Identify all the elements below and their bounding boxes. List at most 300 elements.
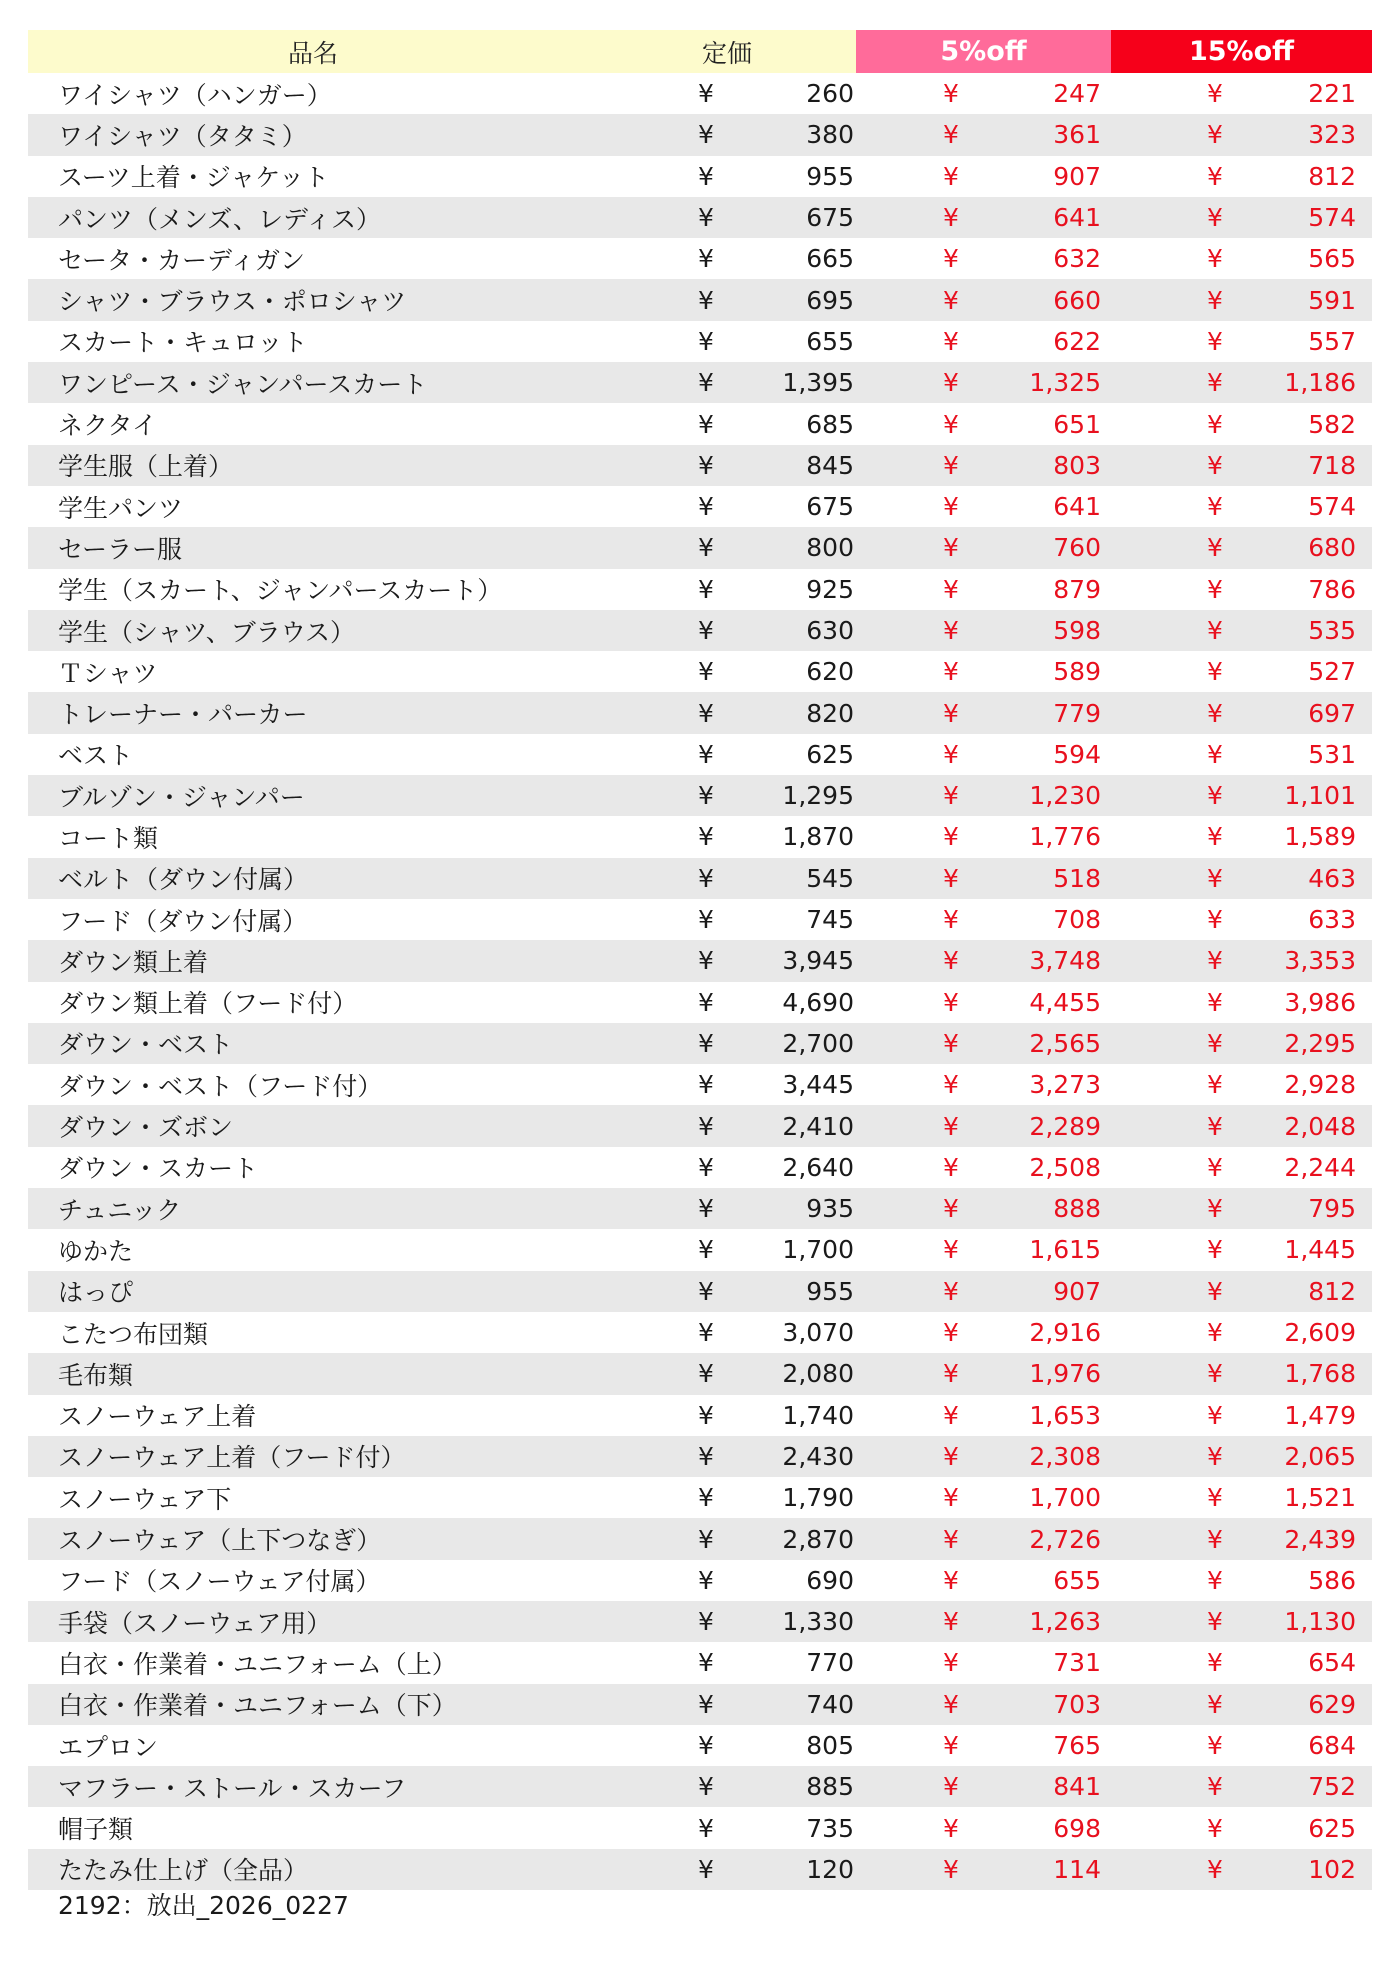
amount-value: 589	[1053, 657, 1101, 687]
yen-symbol: ¥	[698, 492, 714, 522]
item-name-cell: ダウン・ベスト（フード付）	[58, 1071, 383, 1101]
yen-symbol: ¥	[943, 739, 959, 769]
amount-value: 845	[806, 450, 854, 480]
amount-value: 586	[1308, 1565, 1356, 1595]
amount-value: 260	[806, 79, 854, 109]
yen-symbol: ¥	[1207, 1111, 1223, 1141]
item-name-cell: ゆかた	[58, 1236, 134, 1266]
off15-price-cell	[1111, 1436, 1372, 1477]
item-name-cell: ベスト	[58, 741, 134, 771]
off15-price-cell	[1111, 858, 1372, 899]
off5-price-cell	[856, 1601, 1111, 1642]
off5-price-cell	[856, 1725, 1111, 1766]
amount-value: 935	[806, 1194, 854, 1224]
amount-value: 708	[1053, 905, 1101, 935]
amount-value: 622	[1053, 326, 1101, 356]
list-price-cell	[598, 445, 856, 486]
amount-value: 675	[806, 203, 854, 233]
table-row	[28, 238, 1372, 279]
amount-value: 690	[806, 1565, 854, 1595]
amount-value: 3,353	[1284, 946, 1356, 976]
off15-price-cell	[1111, 816, 1372, 857]
amount-value: 630	[806, 616, 854, 645]
table-row	[28, 403, 1372, 444]
list-price-cell	[598, 1642, 856, 1683]
item-name-cell: マフラー・ストール・スカーフ	[58, 1773, 407, 1803]
amount-value: 907	[1053, 161, 1101, 191]
yen-symbol: ¥	[698, 946, 714, 976]
off5-price-cell	[856, 610, 1111, 651]
table-row	[28, 775, 1372, 816]
table-row	[28, 1271, 1372, 1312]
yen-symbol: ¥	[943, 698, 959, 728]
amount-value: 812	[1308, 161, 1356, 191]
yen-symbol: ¥	[698, 1648, 714, 1678]
yen-symbol: ¥	[698, 1359, 714, 1389]
amount-value: 752	[1308, 1772, 1356, 1802]
amount-value: 888	[1053, 1194, 1101, 1224]
yen-symbol: ¥	[698, 616, 714, 645]
yen-symbol: ¥	[1207, 1854, 1223, 1884]
yen-symbol: ¥	[1207, 1318, 1223, 1348]
item-name-cell: ベルト（ダウン付属）	[58, 865, 309, 895]
yen-symbol: ¥	[943, 1276, 959, 1306]
amount-value: 574	[1308, 203, 1356, 233]
list-price-cell	[598, 775, 856, 816]
yen-symbol: ¥	[1207, 822, 1223, 852]
amount-value: 1,700	[1029, 1483, 1101, 1513]
amount-value: 535	[1308, 616, 1356, 645]
yen-symbol: ¥	[943, 1235, 959, 1265]
off5-price-cell	[856, 1395, 1111, 1436]
yen-symbol: ¥	[698, 1731, 714, 1761]
amount-value: 770	[806, 1648, 854, 1678]
table-header	[28, 30, 1372, 73]
amount-value: 1,395	[782, 368, 854, 398]
off5-price-cell	[856, 1023, 1111, 1064]
yen-symbol: ¥	[698, 698, 714, 728]
table-row	[28, 692, 1372, 733]
off5-price-cell	[856, 1229, 1111, 1270]
list-price-cell	[598, 692, 856, 733]
yen-symbol: ¥	[943, 285, 959, 315]
amount-value: 2,289	[1029, 1111, 1101, 1141]
item-name-cell: ブルゾン・ジャンパー	[58, 782, 305, 812]
yen-symbol: ¥	[943, 409, 959, 439]
yen-symbol: ¥	[943, 203, 959, 233]
off15-price-cell	[1111, 1518, 1372, 1559]
list-price-cell	[598, 321, 856, 362]
amount-value: 718	[1308, 450, 1356, 480]
yen-symbol: ¥	[1207, 946, 1223, 976]
off5-price-cell	[856, 940, 1111, 981]
item-name-cell: こたつ布団類	[58, 1319, 209, 1349]
off5-price-cell	[856, 1642, 1111, 1683]
off15-price-cell	[1111, 982, 1372, 1023]
amount-value: 1,653	[1029, 1400, 1101, 1430]
list-price-cell	[598, 527, 856, 568]
yen-symbol: ¥	[943, 533, 959, 563]
table-row	[28, 1436, 1372, 1477]
amount-value: 1,521	[1284, 1483, 1356, 1513]
item-name-cell: フード（ダウン付属）	[58, 906, 308, 936]
amount-value: 594	[1053, 739, 1101, 769]
amount-value: 1,445	[1284, 1235, 1356, 1265]
yen-symbol: ¥	[1207, 533, 1223, 563]
amount-value: 1,263	[1029, 1607, 1101, 1637]
off15-price-cell	[1111, 1477, 1372, 1518]
table-row	[28, 1229, 1372, 1270]
yen-symbol: ¥	[1207, 326, 1223, 356]
table-row	[28, 734, 1372, 775]
item-name-cell: ダウン類上着	[58, 947, 209, 977]
table-row	[28, 1725, 1372, 1766]
list-price-cell	[598, 816, 856, 857]
yen-symbol: ¥	[698, 1028, 714, 1058]
list-price-cell	[598, 1229, 856, 1270]
amount-value: 740	[806, 1689, 854, 1719]
yen-symbol: ¥	[943, 1400, 959, 1430]
off15-price-cell	[1111, 1147, 1372, 1188]
yen-symbol: ¥	[1207, 285, 1223, 315]
amount-value: 565	[1308, 244, 1356, 274]
table-row	[28, 156, 1372, 197]
yen-symbol: ¥	[1207, 450, 1223, 480]
amount-value: 518	[1053, 863, 1101, 893]
off5-price-cell	[856, 816, 1111, 857]
yen-symbol: ¥	[698, 574, 714, 604]
off5-price-cell	[856, 1477, 1111, 1518]
yen-symbol: ¥	[943, 79, 959, 109]
yen-symbol: ¥	[943, 368, 959, 398]
yen-symbol: ¥	[943, 244, 959, 274]
off15-price-cell	[1111, 1560, 1372, 1601]
yen-symbol: ¥	[943, 987, 959, 1017]
table-row	[28, 1642, 1372, 1683]
item-name-cell: ワンピース・ジャンパースカート	[58, 369, 428, 399]
yen-symbol: ¥	[943, 657, 959, 687]
yen-symbol: ¥	[1207, 1441, 1223, 1471]
amount-value: 620	[806, 657, 854, 687]
yen-symbol: ¥	[943, 781, 959, 811]
yen-symbol: ¥	[943, 574, 959, 604]
amount-value: 1,325	[1029, 368, 1101, 398]
off15-price-cell	[1111, 1642, 1372, 1683]
amount-value: 2,928	[1284, 1070, 1356, 1100]
yen-symbol: ¥	[943, 1070, 959, 1100]
amount-value: 247	[1053, 79, 1101, 109]
yen-symbol: ¥	[698, 822, 714, 852]
off15-price-cell	[1111, 1601, 1372, 1642]
table-row	[28, 1147, 1372, 1188]
list-price-cell	[598, 1518, 856, 1559]
yen-symbol: ¥	[943, 1772, 959, 1802]
list-price-cell	[598, 1560, 856, 1601]
yen-symbol: ¥	[698, 1070, 714, 1100]
yen-symbol: ¥	[1207, 203, 1223, 233]
yen-symbol: ¥	[698, 79, 714, 109]
amount-value: 1,740	[782, 1400, 854, 1430]
footer-code: 2192：放出_2026_0227	[58, 1891, 349, 1920]
list-price-cell	[598, 403, 856, 444]
list-price-cell	[598, 279, 856, 320]
amount-value: 2,295	[1284, 1028, 1356, 1058]
amount-value: 1,330	[782, 1607, 854, 1637]
amount-value: 698	[1053, 1813, 1101, 1843]
off15-price-cell	[1111, 403, 1372, 444]
off5-price-cell	[856, 1105, 1111, 1146]
yen-symbol: ¥	[943, 1565, 959, 1595]
amount-value: 3,445	[782, 1070, 854, 1100]
yen-symbol: ¥	[698, 285, 714, 315]
yen-symbol: ¥	[943, 1111, 959, 1141]
yen-symbol: ¥	[1207, 1194, 1223, 1224]
amount-value: 2,870	[782, 1524, 854, 1554]
item-name-cell: 学生（シャツ、ブラウス）	[58, 617, 356, 647]
amount-value: 925	[806, 574, 854, 604]
item-name-cell: ダウン類上着（フード付）	[58, 989, 358, 1019]
amount-value: 665	[806, 244, 854, 274]
off5-price-cell	[856, 1436, 1111, 1477]
amount-value: 598	[1053, 616, 1101, 645]
off15-price-cell	[1111, 73, 1372, 114]
list-price-cell	[598, 1064, 856, 1105]
list-price-cell	[598, 1766, 856, 1807]
amount-value: 2,916	[1029, 1318, 1101, 1348]
item-name-cell: コート類	[58, 823, 159, 853]
yen-symbol: ¥	[698, 533, 714, 563]
amount-value: 361	[1053, 120, 1101, 150]
amount-value: 221	[1308, 79, 1356, 109]
off15-price-cell	[1111, 279, 1372, 320]
yen-symbol: ¥	[698, 244, 714, 274]
amount-value: 582	[1308, 409, 1356, 439]
off5-price-cell	[856, 1766, 1111, 1807]
amount-value: 695	[806, 285, 854, 315]
yen-symbol: ¥	[698, 1194, 714, 1224]
amount-value: 545	[806, 863, 854, 893]
list-price-cell	[598, 486, 856, 527]
yen-symbol: ¥	[943, 161, 959, 191]
list-price-cell	[598, 858, 856, 899]
off5-price-cell	[856, 734, 1111, 775]
amount-value: 812	[1308, 1276, 1356, 1306]
amount-value: 907	[1053, 1276, 1101, 1306]
amount-value: 641	[1053, 492, 1101, 522]
header-15-percent-off: 15%off	[1111, 30, 1372, 73]
off15-price-cell	[1111, 1229, 1372, 1270]
off5-price-cell	[856, 651, 1111, 692]
yen-symbol: ¥	[943, 1194, 959, 1224]
yen-symbol: ¥	[943, 905, 959, 935]
table-row	[28, 1023, 1372, 1064]
amount-value: 632	[1053, 244, 1101, 274]
item-name-cell: セータ・カーディガン	[58, 245, 306, 275]
yen-symbol: ¥	[943, 1152, 959, 1182]
off5-price-cell	[856, 899, 1111, 940]
yen-symbol: ¥	[1207, 1070, 1223, 1100]
off15-price-cell	[1111, 1849, 1372, 1890]
amount-value: 2,700	[782, 1028, 854, 1058]
yen-symbol: ¥	[1207, 863, 1223, 893]
item-name-cell: はっぴ	[58, 1278, 134, 1308]
off15-price-cell	[1111, 321, 1372, 362]
yen-symbol: ¥	[943, 1731, 959, 1761]
amount-value: 2,439	[1284, 1524, 1356, 1554]
table-row	[28, 1518, 1372, 1559]
off15-price-cell	[1111, 1105, 1372, 1146]
yen-symbol: ¥	[698, 1565, 714, 1595]
yen-symbol: ¥	[1207, 781, 1223, 811]
yen-symbol: ¥	[943, 1854, 959, 1884]
table-row	[28, 651, 1372, 692]
amount-value: 2,308	[1029, 1441, 1101, 1471]
off15-price-cell	[1111, 156, 1372, 197]
off15-price-cell	[1111, 362, 1372, 403]
item-name-cell: ダウン・スカート	[58, 1154, 259, 1184]
table-row	[28, 114, 1372, 155]
yen-symbol: ¥	[1207, 244, 1223, 274]
amount-value: 654	[1308, 1648, 1356, 1678]
amount-value: 1,130	[1284, 1607, 1356, 1637]
off15-price-cell	[1111, 486, 1372, 527]
yen-symbol: ¥	[1207, 1400, 1223, 1430]
amount-value: 1,776	[1029, 822, 1101, 852]
item-name-cell: ワイシャツ（ハンガー）	[58, 80, 332, 110]
yen-symbol: ¥	[1207, 987, 1223, 1017]
amount-value: 955	[806, 1276, 854, 1306]
item-name-cell: トレーナー・パーカー	[58, 700, 308, 730]
list-price-cell	[598, 1849, 856, 1890]
yen-symbol: ¥	[943, 1359, 959, 1389]
yen-symbol: ¥	[1207, 1483, 1223, 1513]
off5-price-cell	[856, 321, 1111, 362]
item-name-cell: 手袋（スノーウェア用）	[58, 1608, 332, 1638]
amount-value: 527	[1308, 657, 1356, 687]
item-name-cell: 帽子類	[58, 1815, 134, 1845]
amount-value: 955	[806, 161, 854, 191]
amount-value: 2,244	[1284, 1152, 1356, 1182]
table-row	[28, 940, 1372, 981]
amount-value: 625	[1308, 1813, 1356, 1843]
table-row	[28, 1601, 1372, 1642]
off15-price-cell	[1111, 197, 1372, 238]
amount-value: 1,101	[1284, 781, 1356, 811]
off5-price-cell	[856, 1271, 1111, 1312]
yen-symbol: ¥	[943, 946, 959, 976]
off15-price-cell	[1111, 610, 1372, 651]
yen-symbol: ¥	[698, 1813, 714, 1843]
off15-price-cell	[1111, 775, 1372, 816]
yen-symbol: ¥	[698, 1772, 714, 1802]
yen-symbol: ¥	[943, 863, 959, 893]
off5-price-cell	[856, 692, 1111, 733]
amount-value: 803	[1053, 450, 1101, 480]
item-name-cell: セーラー服	[58, 534, 183, 564]
off5-price-cell	[856, 527, 1111, 568]
amount-value: 655	[806, 326, 854, 356]
yen-symbol: ¥	[1207, 368, 1223, 398]
off5-price-cell	[856, 1807, 1111, 1848]
list-price-cell	[598, 156, 856, 197]
off15-price-cell	[1111, 527, 1372, 568]
yen-symbol: ¥	[698, 1276, 714, 1306]
list-price-cell	[598, 1395, 856, 1436]
table-row	[28, 858, 1372, 899]
amount-value: 2,048	[1284, 1111, 1356, 1141]
yen-symbol: ¥	[698, 1441, 714, 1471]
amount-value: 3,945	[782, 946, 854, 976]
yen-symbol: ¥	[943, 1441, 959, 1471]
yen-symbol: ¥	[1207, 698, 1223, 728]
table-row	[28, 1684, 1372, 1725]
table-row	[28, 527, 1372, 568]
item-name-cell: パンツ（メンズ、レディス）	[58, 204, 382, 234]
yen-symbol: ¥	[943, 1813, 959, 1843]
amount-value: 574	[1308, 492, 1356, 522]
list-price-cell	[598, 1271, 856, 1312]
amount-value: 323	[1308, 120, 1356, 150]
off5-price-cell	[856, 982, 1111, 1023]
off5-price-cell	[856, 1147, 1111, 1188]
yen-symbol: ¥	[943, 1607, 959, 1637]
off5-price-cell	[856, 445, 1111, 486]
item-name-cell: 白衣・作業着・ユニフォーム（上）	[58, 1649, 457, 1679]
off15-price-cell	[1111, 1188, 1372, 1229]
amount-value: 625	[806, 739, 854, 769]
list-price-cell	[598, 1312, 856, 1353]
list-price-cell	[598, 1807, 856, 1848]
amount-value: 1,700	[782, 1235, 854, 1265]
amount-value: 660	[1053, 285, 1101, 315]
amount-value: 102	[1308, 1854, 1356, 1884]
yen-symbol: ¥	[1207, 1648, 1223, 1678]
yen-symbol: ¥	[943, 120, 959, 150]
table-row	[28, 445, 1372, 486]
amount-value: 655	[1053, 1565, 1101, 1595]
off15-price-cell	[1111, 734, 1372, 775]
table-row	[28, 1105, 1372, 1146]
list-price-cell	[598, 734, 856, 775]
yen-symbol: ¥	[698, 657, 714, 687]
item-name-cell: ネクタイ	[58, 411, 158, 441]
amount-value: 2,430	[782, 1441, 854, 1471]
amount-value: 685	[806, 409, 854, 439]
amount-value: 1,295	[782, 781, 854, 811]
off15-price-cell	[1111, 651, 1372, 692]
off5-price-cell	[856, 156, 1111, 197]
table-row	[28, 816, 1372, 857]
yen-symbol: ¥	[1207, 739, 1223, 769]
yen-symbol: ¥	[698, 368, 714, 398]
item-name-cell: スノーウェア（上下つなぎ）	[58, 1526, 382, 1556]
list-price-cell	[598, 1105, 856, 1146]
amount-value: 1,230	[1029, 781, 1101, 811]
amount-value: 684	[1308, 1731, 1356, 1761]
yen-symbol: ¥	[698, 203, 714, 233]
yen-symbol: ¥	[1207, 657, 1223, 687]
yen-symbol: ¥	[1207, 1152, 1223, 1182]
off5-price-cell	[856, 197, 1111, 238]
yen-symbol: ¥	[943, 1524, 959, 1554]
list-price-cell	[598, 1353, 856, 1394]
table-row	[28, 197, 1372, 238]
item-name-cell: エプロン	[58, 1732, 159, 1762]
yen-symbol: ¥	[698, 1400, 714, 1430]
yen-symbol: ¥	[698, 1689, 714, 1719]
off5-price-cell	[856, 403, 1111, 444]
yen-symbol: ¥	[943, 450, 959, 480]
